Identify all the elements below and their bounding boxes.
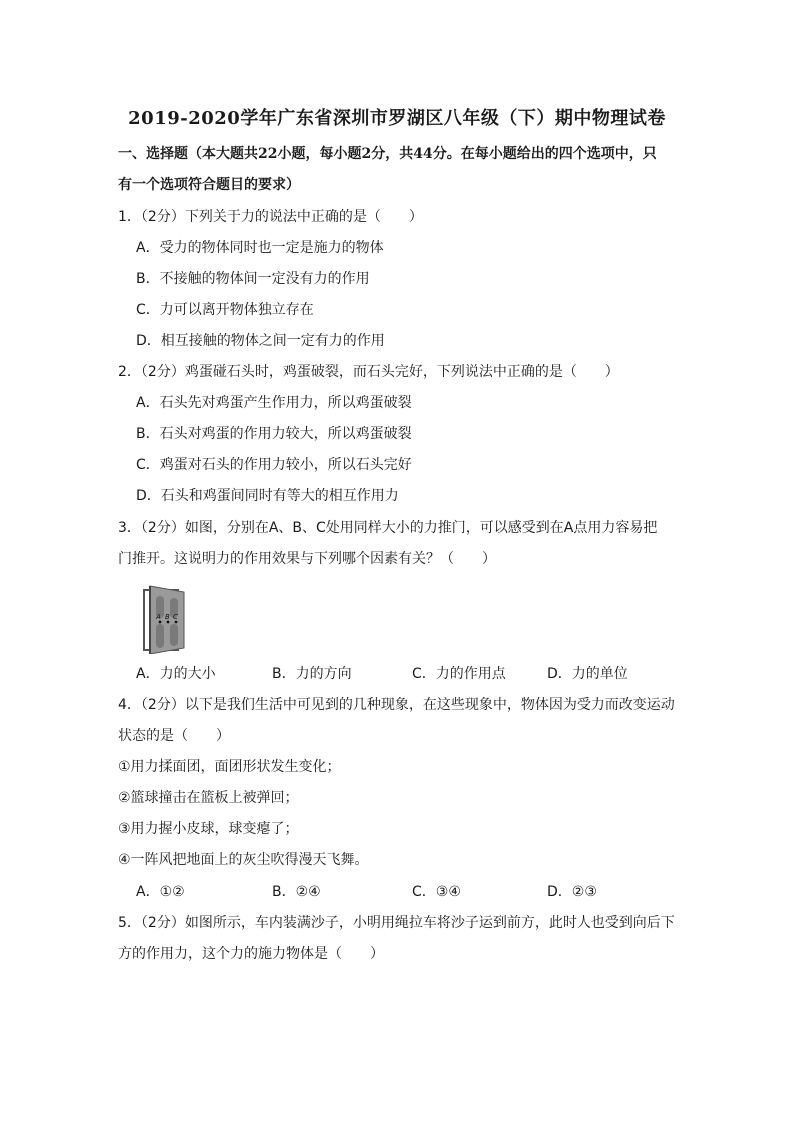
question-5-stem-line-1: 5．（2分）如图所示，车内装满沙子，小明用绳拉车将沙子运到前方，此时人也受到向后下 [118, 915, 675, 931]
question-4-option-d: D．②③ [547, 884, 597, 900]
question-3-option-b: B．力的方向 [272, 666, 352, 682]
question-1-option-b: B．不接触的物体间一定没有力的作用 [136, 271, 370, 287]
door-figure [140, 584, 188, 654]
section-heading [118, 139, 678, 201]
question-4-stem-line-2: 状态的是（ ） [118, 728, 230, 744]
door-inset-left-bottom [156, 624, 164, 648]
question-4-item-1: ①用力揉面团，面团形状发生变化； [118, 759, 341, 775]
question-4-option-c: C．③④ [412, 884, 461, 900]
page-title: 2019-2020学年广东省深圳市罗湖区八年级（下）期中物理试卷 [128, 108, 666, 129]
question-1-option-d: D．相互接触的物体之间一定有力的作用 [136, 333, 385, 349]
question-2-option-a: A．石头先对鸡蛋产生作用力，所以鸡蛋破裂 [136, 395, 412, 411]
question-1-stem: 1．（2分）下列关于力的说法中正确的是（ ） [118, 209, 423, 225]
question-3-option-c: C．力的作用点 [412, 666, 506, 682]
question-1-option-c: C．力可以离开物体独立存在 [136, 302, 314, 318]
question-4-item-2: ②篮球撞击在篮板上被弹回； [118, 790, 299, 806]
question-3-option-d: D．力的单位 [547, 666, 628, 682]
question-4-item-4: ④一阵风把地面上的灰尘吹得漫天飞舞。 [118, 852, 369, 868]
question-4-stem-line-1: 4．（2分）以下是我们生活中可见到的几种现象，在这些现象中，物体因为受力而改变运动 [118, 697, 675, 713]
question-4-option-b: B．②④ [272, 884, 321, 900]
section-heading-line-2: 有一个选项符合题目的要求） [118, 177, 300, 193]
door-inset-right-bottom [170, 624, 178, 646]
point-c-label: C [173, 613, 178, 621]
question-5-stem-line-2: 方的作用力，这个力的施力物体是（ ） [118, 946, 384, 962]
question-2-option-c: C．鸡蛋对石头的作用力较小，所以石头完好 [136, 457, 412, 473]
point-a-label: A [156, 613, 161, 621]
question-4-item-3: ③用力握小皮球，球变瘪了； [118, 821, 299, 837]
point-b-label: B [165, 613, 170, 621]
point-a-marker [159, 621, 162, 624]
question-2-option-d: D．石头和鸡蛋间同时有等大的相互作用力 [136, 488, 399, 504]
point-c-marker [175, 621, 178, 624]
point-b-marker [167, 621, 170, 624]
question-2-option-b: B．石头对鸡蛋的作用力较大，所以鸡蛋破裂 [136, 426, 412, 442]
question-3-option-a: A．力的大小 [136, 666, 216, 682]
question-1-option-a: A．受力的物体同时也一定是施力的物体 [136, 240, 384, 256]
question-3-stem-line-2: 门推开。这说明力的作用效果与下列哪个因素有关？（ ） [118, 551, 496, 567]
question-2-stem: 2．（2分）鸡蛋碰石头时，鸡蛋破裂，而石头完好，下列说法中正确的是（ ） [118, 364, 619, 380]
question-4-option-a: A．①② [136, 884, 185, 900]
section-heading-line-1: 一、选择题（本大题共22小题，每小题2分，共44分。在每小题给出的四个选项中，只 [118, 146, 657, 162]
question-3-stem-line-1: 3．（2分）如图，分别在A、B、C处用同样大小的力推门，可以感受到在A点用力容易把 [118, 520, 658, 536]
